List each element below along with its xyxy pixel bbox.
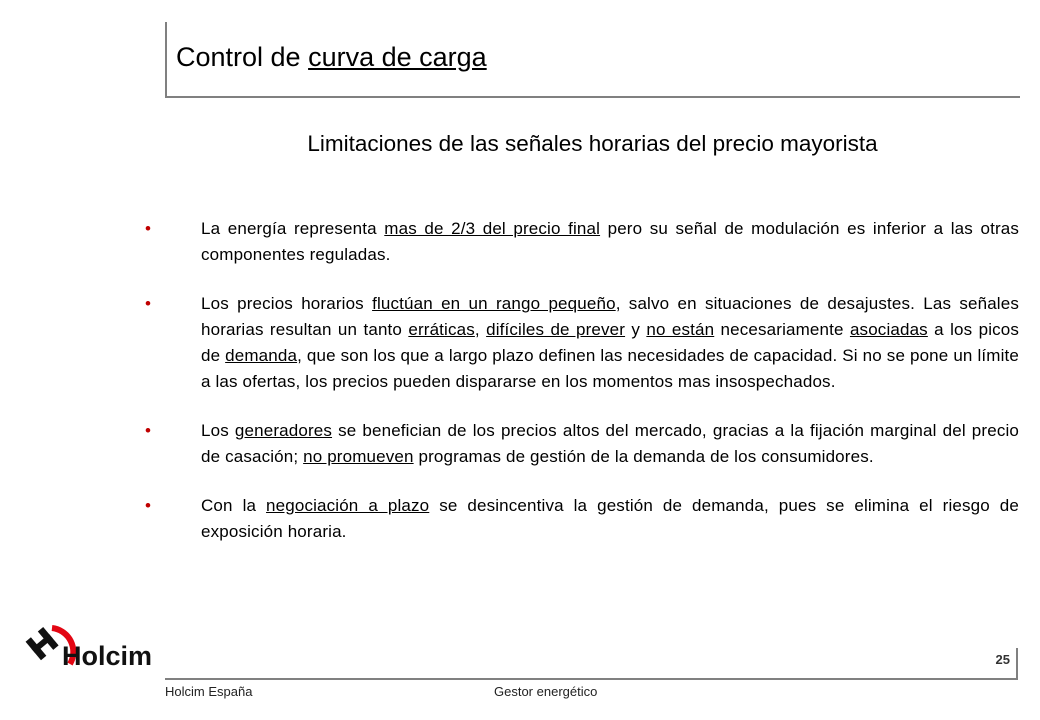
bullet-text	[201, 418, 1019, 470]
bullet-item	[145, 216, 1019, 268]
underlined-phrase: negociación a plazo	[266, 496, 430, 515]
underlined-phrase: mas de 2/3 del precio final	[384, 219, 601, 238]
footer-frame	[165, 648, 1018, 680]
text-segment: y	[625, 320, 647, 339]
text-segment: se desincentiva la gestión de demanda, pues se elimina el riesgo de exposición horaria.	[201, 496, 1019, 541]
bullet-marker: •	[145, 294, 151, 313]
text-segment: Los precios horarios	[201, 294, 373, 313]
text-segment: programas de gestión de la demanda de los consumidores.	[413, 447, 874, 466]
text-segment: Con la	[201, 496, 267, 515]
page-number: 25	[995, 652, 1010, 667]
footer-company: Holcim España	[165, 684, 253, 699]
underlined-phrase: difíciles de prever	[486, 320, 626, 339]
slide-subtitle: Limitaciones de las señales horarias del precio mayorista	[307, 131, 878, 156]
underlined-phrase: generadores	[234, 421, 333, 440]
text-segment: Los	[201, 421, 235, 440]
bullet-text	[201, 216, 1019, 268]
underlined-phrase: asociadas	[849, 320, 928, 339]
page-title	[176, 42, 487, 73]
text-segment: necesariamente	[714, 320, 850, 339]
text-segment: , salvo en situaciones de desajustes. Las señales horarias resultan un tanto	[201, 294, 1019, 339]
underlined-phrase: erráticas	[408, 320, 475, 339]
underlined-phrase: no promueven	[303, 447, 414, 466]
footer-department: Gestor energético	[494, 684, 598, 699]
text-segment: , que son los que a largo plazo definen las necesidades de capacidad. Si no se pone un límite a las ofertas, los precios pueden dispararse en los momentos mas insospechados.	[201, 346, 1019, 391]
bullet-marker: •	[145, 421, 151, 440]
logo-wordmark: Holcim	[62, 641, 153, 671]
underlined-phrase: fluctúan en un rango pequeño	[372, 294, 616, 313]
bullet-list	[145, 216, 1019, 568]
text-segment: se benefician de los precios altos del mercado, gracias a la fijación marginal del precio de casación;	[201, 421, 1020, 466]
title-text: Control de	[176, 42, 309, 72]
bullet-text	[201, 291, 1019, 395]
bullet-item	[145, 418, 1019, 470]
bullet-item	[145, 493, 1019, 545]
underlined-phrase: demanda	[225, 346, 298, 365]
text-segment: a los picos de	[201, 320, 1020, 365]
text-segment: ,	[474, 320, 487, 339]
text-segment: pero su señal de modulación es inferior a las otras componentes reguladas.	[201, 219, 1020, 264]
underlined-phrase: no están	[646, 320, 715, 339]
bullet-marker: •	[145, 219, 151, 238]
bullet-marker: •	[145, 496, 151, 515]
text-segment: La energía representa	[201, 219, 385, 238]
title-underlined-text: curva de carga	[308, 42, 487, 72]
bullet-item	[145, 291, 1019, 395]
bullet-text	[201, 493, 1019, 545]
